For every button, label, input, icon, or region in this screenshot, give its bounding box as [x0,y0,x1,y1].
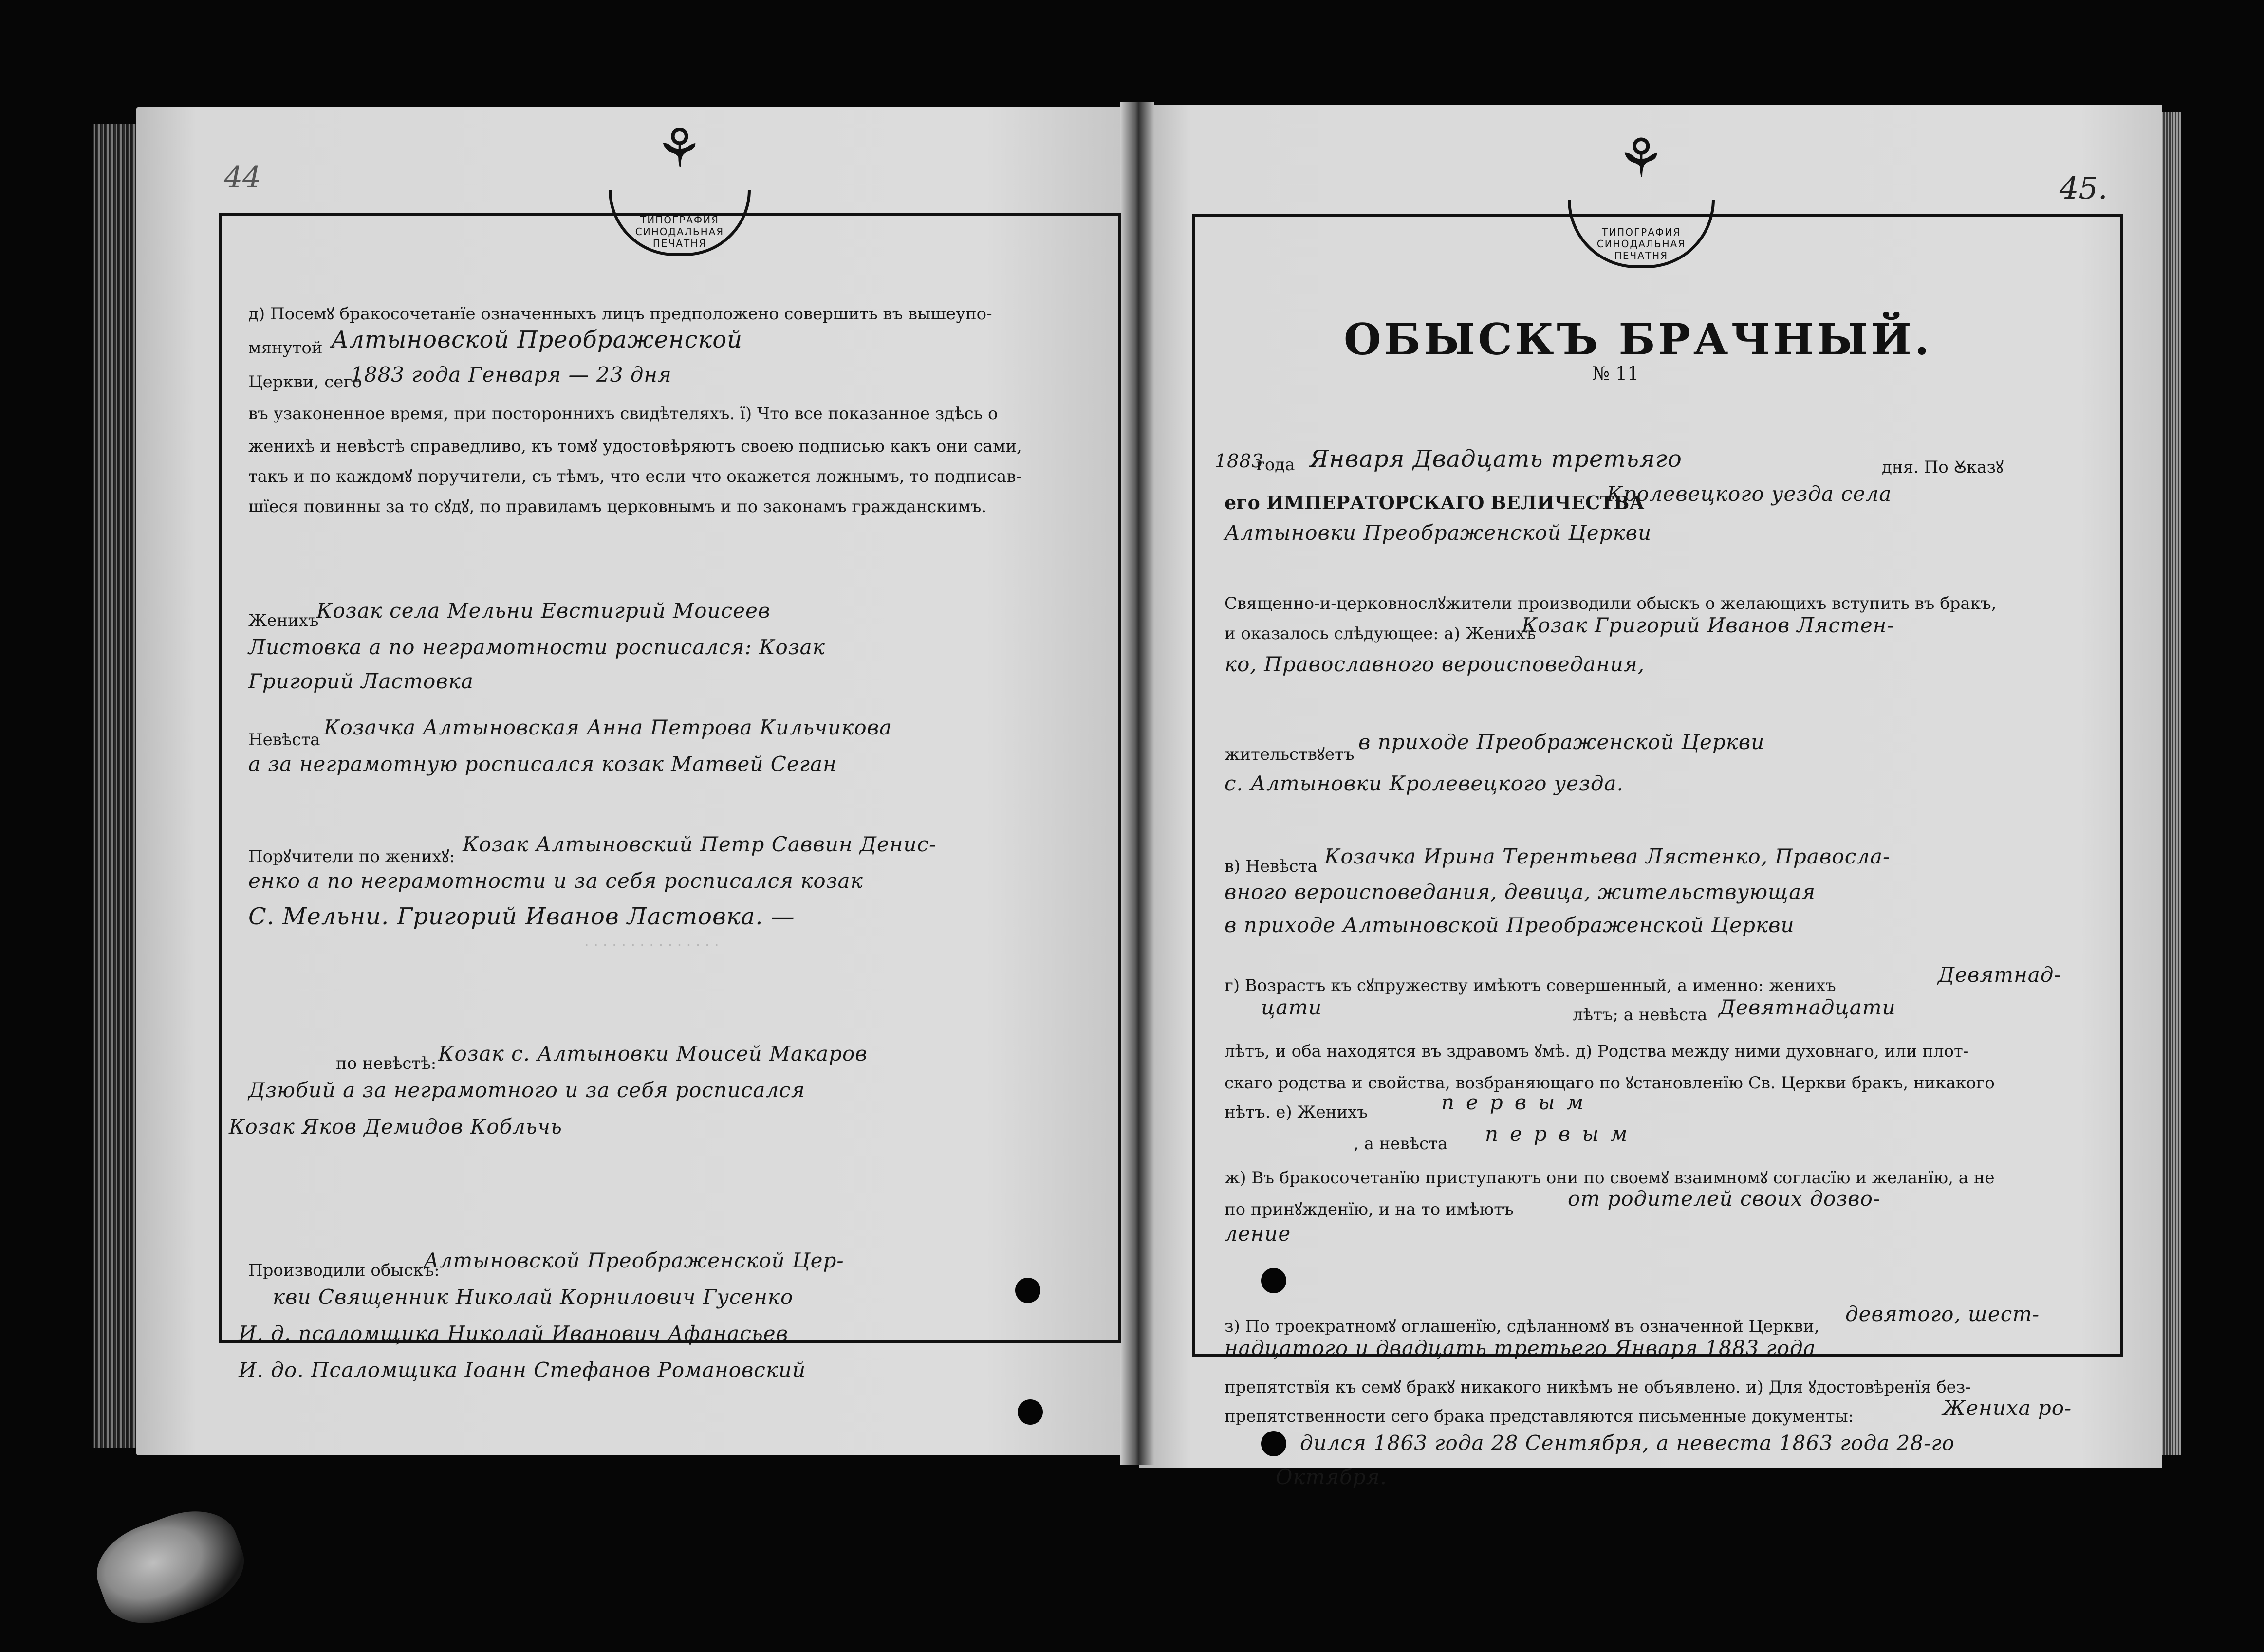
right-z-dates-line1: девятого, шест- [1845,1302,2040,1326]
right-net-label: нѣтъ. е) Женихъ [1225,1102,1368,1122]
right-age-zhenikh-cont: цати [1261,995,1322,1019]
left-poruch-zhenikh-label: Порꙋчители по женихꙋ: [248,847,455,866]
double-headed-eagle-icon: ⚘ [655,117,704,180]
double-headed-eagle-icon: ⚘ [1616,127,1665,189]
left-corner-number: 44 [224,161,261,195]
right-docs-line2: дился 1863 года 28 Сентября, а невеста 1863 года 28-го [1300,1431,1955,1455]
right-year-label: года [1256,455,1295,475]
right-a-nevesta-label: , а невѣста [1354,1134,1448,1154]
left-poruch-nevesta-line1: Козак с. Алтыновки Моисей Макаров [438,1042,868,1065]
left-p1-line3-label: Церкви, сего [248,372,362,392]
left-p1-line2-label: мянутой [248,338,323,358]
right-skago-line: скаго родства и свойства, возбраняющаго по ꙋстановленїю Св. Церкви бракъ, никакого [1225,1073,1995,1093]
right-zhenikh-line1: Козак Григорий Иванов Лястен- [1522,613,1894,637]
left-proizvodili-line3: И. д. псаломщика Николай Иванович Афанасьев [239,1322,789,1345]
left-p1-line6: такъ и по каждомꙋ поручители, съ тѣмъ, что если что окажется ложнымъ, то подписав- [248,467,1021,486]
right-let-b: лѣтъ, и оба находятся въ здравомъ ꙋмѣ. д) Родства между ними духовнаго, или плот- [1225,1042,1969,1061]
left-poruch-nevesta-line2: Дзюбий а за неграмотного и за себя росписался [248,1078,805,1102]
right-z-line1: з) По троекратномꙋ оглашенїю, сдѣланномꙋ въ означенной Церкви, [1225,1317,1819,1336]
right-z-line4: препятственности сего брака представляются письменные документы: [1225,1407,1854,1426]
left-proizvodili-line4: И. до. Псаломщика Іоанн Стефанов Романовский [239,1358,806,1382]
right-okazalos-label: и оказалось слѣдующее: а) Женихъ [1225,624,1536,643]
right-dnya-label: дня. По Ꙋказꙋ [1882,458,2004,477]
right-vozrast-line: г) Возрастъ къ сꙋпружеству имѣютъ совершенный, а именно: женихъ [1225,976,1836,995]
right-let-a: лѣтъ; а невѣста [1573,1005,1707,1025]
right-e-nevesta: первым [1485,1122,1639,1146]
left-poruch-nevesta-line3: Козак Яков Демидов Кобльчь [229,1115,562,1138]
left-nevesta-line2: а за неграмотную росписался козак Матвей Сеган [248,752,837,776]
right-date-words: Января Двадцать третьяго [1310,445,1682,473]
left-poruch-zhenikh-line2: енко а по неграмотности и за себя росписался козак [248,869,863,893]
right-ukaz-line1: Кролевецкого уезда села [1607,482,1892,506]
left-punch-hole-bottom [1018,1399,1043,1425]
right-page-number: 45. [2060,170,2108,206]
right-nevesta-line2: вного вероисповедания, девица, жительствующая [1225,880,1816,904]
left-church-handwritten: Алтыновской Преображенской [331,326,743,353]
left-poruch-zhenikh-line1: Козак Алтыновский Петр Саввин Денис- [463,832,937,856]
left-p1-line5: женихѣ и невѣстѣ справедливо, къ томꙋ удостовѣряютъ своею подписью какъ они сами, [248,437,1022,456]
right-nevesta-label: в) Невѣста [1225,857,1318,876]
right-zh-line2: по принꙋжденїю, и на то имѣютъ [1225,1200,1514,1219]
left-nevesta-label: Невѣста [248,730,320,750]
left-p1-line1: д) Посемꙋ бракосочетанїе означенныхъ лицъ предположено совершить въ вышеупо- [248,304,992,324]
right-zhitelstvuet-label: жительствꙋетъ [1225,745,1355,764]
right-nevesta-line1: Козачка Ирина Терентьева Лястенко, Правосла- [1324,844,1891,868]
right-age-nevesta: Девятнадцати [1719,995,1896,1019]
right-nevesta-line3: в приходе Алтыновской Преображенской Церкви [1225,913,1795,937]
right-consent-line1: от родителей своих дозво- [1568,1187,1881,1211]
left-proizvodili-line2: кви Священник Николай Корнилович Гусенко [273,1285,794,1309]
page-edges-right [2162,112,2181,1455]
left-proizvodili-label: Производили обыскъ: [248,1261,440,1280]
left-proizvodili-line1: Алтыновской Преображенской Цер- [424,1248,844,1272]
left-date-handwritten: 1883 года Генваря — 23 дня [351,363,672,386]
emblem-text: ТИПОГРАФИЯ СИНОДАЛЬНАЯ ПЕЧАТНЯ [1596,226,1686,261]
right-z-line3: препятствїя къ семꙋ бракꙋ никакого никѣмъ не объявлено. и) Для ꙋдостовѣренїя без- [1225,1377,1971,1397]
left-page-border [219,213,1121,1343]
left-zhenikh-line1: Козак села Мельни Евстигрий Моисеев [316,599,771,623]
left-zhenikh-label: Женихъ [248,611,319,630]
left-zhenikh-line2: Листовка а по неграмотности росписался: Козак [248,635,825,659]
right-svyasch-line: Священно-и-церковнослꙋжители производили обыскъ о желающихъ вступить въ бракъ, [1225,594,1997,613]
left-nevesta-line1: Козачка Алтыновская Анна Петрова Кильчикова [324,716,892,739]
right-page-border [1192,214,2123,1357]
emblem-text: ТИПОГРАФИЯ СИНОДАЛЬНАЯ ПЕЧАТНЯ [635,214,724,249]
left-p1-line4: въ узаконенное время, при постороннихъ свидѣтеляхъ. ї) Что все показанное здѣсь о [248,404,998,423]
document-title: ОБЫСКЪ БРАЧНЫЙ. [1344,314,1932,365]
right-z-dates-line2: надцатого и двадцать третьего Января 1883 года [1225,1336,1816,1360]
right-punch-hole-bottom [1261,1431,1286,1456]
left-poruch-zhenikh-line3: С. Мельни. Григорий Иванов Ластовка. — [248,903,795,930]
right-zhitel-line2: с. Алтыновки Кролевецкого уезда. [1225,771,1624,795]
right-year: 1883 [1215,450,1264,472]
right-docs-line3: Октября. [1276,1465,1387,1489]
document-number: № 11 [1592,363,1639,384]
right-e-zhenikh: первым [1441,1090,1596,1114]
book-gutter [1120,102,1154,1465]
right-velichestva: его ИМПЕРАТОРСКАГО ВЕЛИЧЕСТВА [1225,492,1645,514]
left-bleedthrough: · · · · · · · · · · · · · · · [584,937,719,954]
right-zh-line1: ж) Въ бракосочетанїю приступаютъ они по своемꙋ взаимномꙋ согласїю и желанїю, а не [1225,1168,1995,1188]
left-poruch-nevesta-label: по невѣстѣ: [336,1054,437,1073]
right-consent-line2: ление [1225,1222,1291,1246]
right-zhenikh-line2: ко, Православного вероисповедания, [1225,652,1645,676]
right-zhitel-line1: в приходе Преображенской Церкви [1358,730,1765,754]
left-zhenikh-line3: Григорий Ластовка [248,669,474,693]
right-ukaz-line2: Алтыновки Преображенской Церкви [1225,521,1652,545]
right-age-zhenikh: Девятнад- [1938,963,2061,987]
right-docs-line1: Жениха ро- [1943,1396,2072,1420]
left-p1-line7: шїеся повинны за то сꙋдꙋ, по правиламъ церковнымъ и по законамъ гражданскимъ. [248,497,987,516]
